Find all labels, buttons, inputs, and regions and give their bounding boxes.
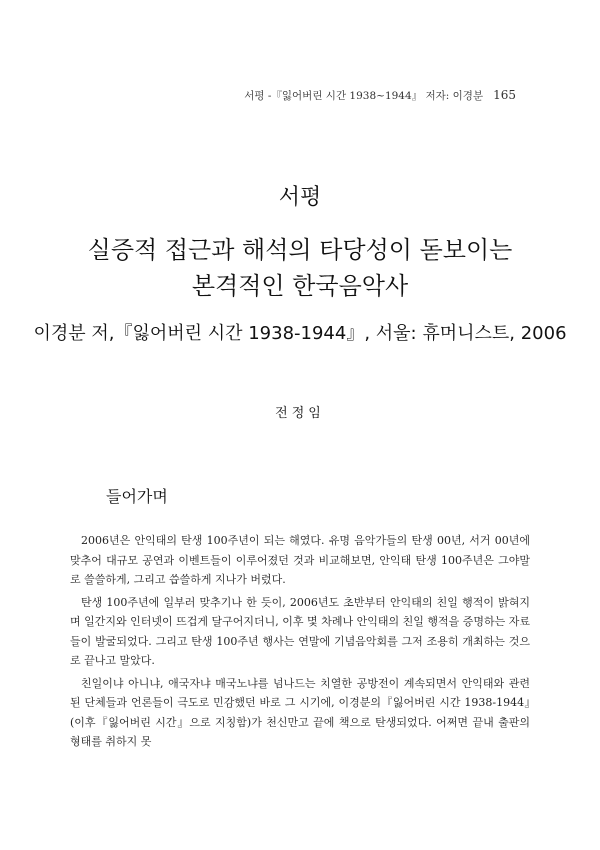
review-author: 전정임 (275, 406, 325, 421)
body-text (70, 531, 530, 755)
book-citation: 이경분 저,『잃어버린 시간 1938-1944』, 서울: 휴머니스트, 2006 (33, 323, 567, 344)
review-title (0, 232, 600, 304)
paragraph: 탄생 100주년에 일부러 맞추기나 한 듯이, 2006년도 초반부터 안익태의 친일 행적이 밝혀지며 일간지와 인터넷이 뜨겁게 달구어지더니, 이후 몇 차례나 안익태의 친일 행적을 증명하는 자료들이 발굴되었다. 그리고 탄생 100주년 행사는 연말에 기념음악회를 그저 조용히 개최하는 것으로 끝나고 말았다. (70, 595, 530, 667)
running-header (244, 88, 516, 103)
section-label: 서평 (278, 185, 322, 210)
title-line-1: 실증적 접근과 해석의 타당성이 돋보이는 (87, 236, 513, 264)
paragraph: 친일이냐 아니냐, 애국자냐 매국노냐를 넘나드는 치열한 공방전이 계속되면서 안익태와 관련된 단체들과 언론들이 극도로 민감했던 바로 그 시기에, 이경분의『잃어버린 시간 1938-1944』(이후『잃어버린 시간』으로 지칭함)가 천신만고 끝에 책으로 탄생되었다. 어쩌면 끝내 출판의 형태를 취하지 못 (70, 676, 530, 748)
section-heading: 들어가며 (106, 487, 168, 506)
page-number: 165 (493, 88, 516, 102)
paragraph: 2006년은 안익태의 탄생 100주년이 되는 해였다. 유명 음악가들의 탄생 00년, 서거 00년에 맞추어 대규모 공연과 이벤트들이 이루어졌던 것과 비교해보면, 안익태 탄생 100주년은 그야말로 쓸쓸하게, 그리고 씁쓸하게 지나가 버렸다. (70, 534, 530, 586)
running-title: 서평 -『잃어버린 시간 1938~1944』 저자: 이경분 (244, 90, 484, 102)
title-line-2: 본격적인 한국음악사 (191, 272, 409, 300)
